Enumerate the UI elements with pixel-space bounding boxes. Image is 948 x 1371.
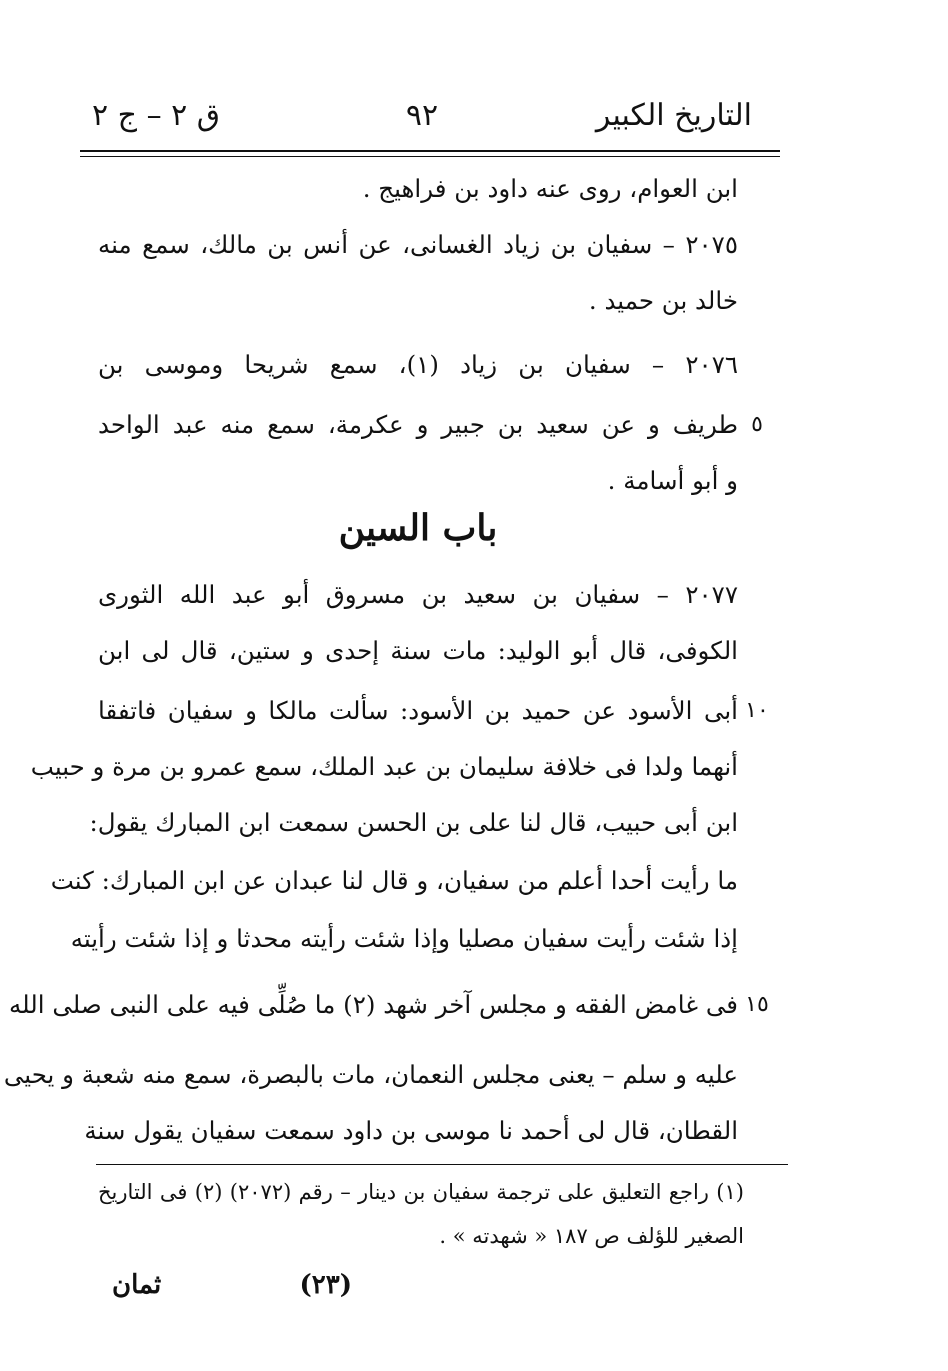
- text-line: أبى الأسود عن حميد بن الأسود: سألت مالكا و سفيان فاتفقا: [98, 696, 738, 725]
- text-line: القطان، قال لى أحمد نا موسى بن داود سمعت سفيان يقول سنة: [84, 1116, 738, 1145]
- signature-word: ثمان: [112, 1270, 162, 1300]
- text-line: الكوفى، قال أبو الوليد: مات سنة إحدى و ستين، قال لى ابن: [98, 636, 738, 665]
- text-line: ابن أبى حبيب، قال لنا على بن الحسن سمعت ابن المبارك يقول:: [89, 808, 738, 837]
- footnote-line: الصغير للؤلف ص ١٨٧ « شهدته » .: [439, 1224, 744, 1248]
- text-line: ابن العوام، روى عنه داود بن فراهيج .: [362, 174, 738, 203]
- signature-number: (٢٣): [299, 1270, 352, 1300]
- page-header: [92, 98, 752, 142]
- text-line: طريف و عن سعيد بن جبير و عكرمة، سمع منه عبد الواحد: [98, 410, 738, 439]
- entry-2077-line: ٢٠٧٧ – سفيان بن سعيد بن مسروق أبو عبد الله الثورى: [98, 580, 738, 609]
- header-rule-thin: [80, 156, 780, 157]
- text-line: خالد بن حميد .: [588, 286, 738, 315]
- volume-marker: ق ٢ – ج ٢: [92, 98, 221, 133]
- line-number: ١٠: [745, 698, 769, 723]
- text-line: أنهما ولدا فى خلافة سليمان بن عبد الملك، سمع عمرو بن مرة و حبيب: [30, 752, 738, 781]
- line-number: ٥: [751, 412, 763, 437]
- page-number: ٩٢: [405, 98, 439, 133]
- entry-2075-line: ٢٠٧٥ – سفيان بن زياد الغسانى، عن أنس بن مالك، سمع منه: [98, 230, 738, 259]
- footnote-line: (١) راجع التعليق على ترجمة سفيان بن دينار – رقم (٢٠٧٢) (٢) فى التاريخ: [98, 1180, 744, 1204]
- entry-2076-line: ٢٠٧٦ – سفيان بن زياد (١)، سمع شريحا وموسى بن: [98, 350, 739, 379]
- signature-mark: [112, 1270, 352, 1310]
- text-line: عليه و سلم – يعنى مجلس النعمان، مات بالبصرة، سمع منه شعبة و يحيى: [3, 1060, 738, 1089]
- text-line: فى غامض الفقه و مجلس آخر شهد (٢) ما صُلِّى فيه على النبى صلى الله: [9, 990, 738, 1019]
- section-heading: باب السين: [338, 507, 498, 549]
- text-line: ما رأيت أحدا أعلم من سفيان، و قال لنا عبدان عن ابن المبارك: كنت: [50, 866, 738, 895]
- header-rule: [80, 150, 780, 152]
- line-number: ١٥: [745, 992, 769, 1017]
- footnote-rule: [96, 1164, 788, 1165]
- text-line: إذا شئت رأيت سفيان مصليا وإذا شئت رأيته محدثا و إذا شئت رأيته: [70, 924, 738, 953]
- book-title: التاريخ الكبير: [595, 98, 752, 133]
- text-line: و أبو أسامة .: [607, 466, 738, 495]
